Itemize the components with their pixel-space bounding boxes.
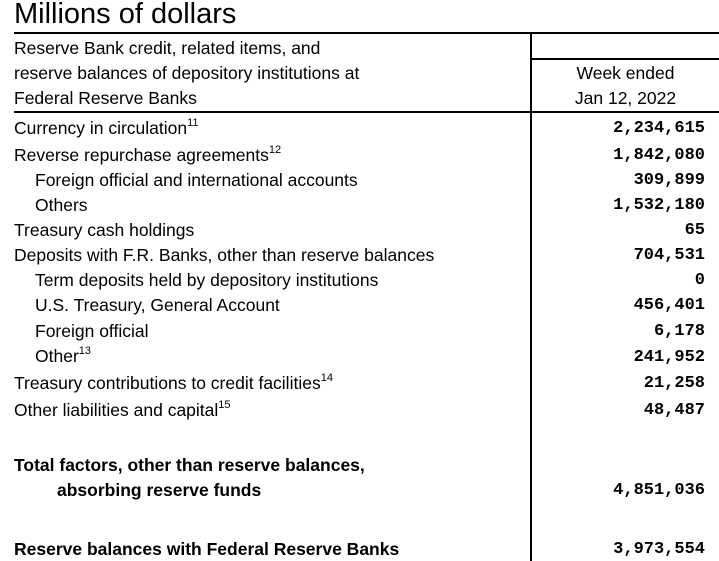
row-value-deposits-with-fr-banks: 704,531 xyxy=(633,246,705,265)
column-divider xyxy=(530,33,532,561)
row-label-foreign-official-and-international-accounts: Foreign official and international accounts xyxy=(35,170,358,190)
row-value-reverse-repurchase-agreements: 1,842,080 xyxy=(613,146,705,165)
row-value-treasury-contributions: 21,258 xyxy=(643,374,705,393)
row-label-other-liabilities-and-capital: Other liabilities and capital$^{15}$ xyxy=(14,399,231,420)
row-value-treasury-cash-holdings: 65 xyxy=(684,221,705,240)
header-rule xyxy=(14,111,719,113)
stub-header-line-1: Reserve Bank credit, related items, and xyxy=(14,38,321,58)
column-header xyxy=(532,61,719,111)
row-value-other: 241,952 xyxy=(633,348,705,367)
row-value-foreign-official-and-international-accounts: 309,899 xyxy=(633,171,705,190)
row-label-others: Others xyxy=(35,195,88,215)
row-value-us-treasury-general-account: 456,401 xyxy=(633,296,705,315)
total-factors-label-line-2: absorbing reserve funds xyxy=(57,480,262,500)
row-label-foreign-official: Foreign official xyxy=(35,321,149,341)
footnote-ref: 11 xyxy=(187,117,199,130)
stub-header xyxy=(14,36,359,111)
reserve-balances-value: 3,973,554 xyxy=(613,540,705,559)
row-label-term-deposits: Term deposits held by depository institutions xyxy=(35,270,379,290)
row-value-foreign-official: 6,178 xyxy=(653,322,705,341)
row-value-other-liabilities-and-capital: 48,487 xyxy=(643,401,705,420)
footnote-ref: 14 xyxy=(320,372,333,385)
footnote-ref: 12 xyxy=(268,144,282,157)
row-label-treasury-contributions: Treasury contributions to credit facilities$^{14}$ xyxy=(14,372,333,393)
row-label-treasury-cash-holdings: Treasury cash holdings xyxy=(14,220,195,240)
row-label-reverse-repurchase-agreements: Reverse repurchase agreements$^{12}$ xyxy=(14,144,282,165)
total-factors-label-line-1: Total factors, other than reserve balances, xyxy=(14,455,365,475)
row-label-us-treasury-general-account: U.S. Treasury, General Account xyxy=(35,295,280,315)
footnote-ref: 15 xyxy=(218,399,231,412)
reserve-balances-label: Reserve balances with Federal Reserve Banks xyxy=(14,539,400,559)
top-rule xyxy=(14,32,719,34)
row-label-deposits-with-fr-banks: Deposits with F.R. Banks, other than reserve balances xyxy=(14,245,435,265)
total-factors-value: 4,851,036 xyxy=(613,481,705,500)
row-value-currency-in-circulation: 2,234,615 xyxy=(613,119,705,138)
column-header-line-2: Jan 12, 2022 xyxy=(574,88,677,108)
column-header-line-1: Week ended xyxy=(576,63,675,83)
stub-header-line-3: Federal Reserve Banks xyxy=(14,88,197,108)
row-value-term-deposits: 0 xyxy=(694,271,705,290)
column-header-rule xyxy=(532,58,719,60)
row-value-others: 1,532,180 xyxy=(613,196,705,215)
row-label-currency-in-circulation: Currency in circulation$^{11}$ xyxy=(14,117,199,138)
row-label-other: Other$^{13}$ xyxy=(35,345,92,366)
footnote-ref: 13 xyxy=(78,345,92,358)
stub-header-line-2: reserve balances of depository institutions at xyxy=(14,63,360,83)
unit-title: Millions of dollars xyxy=(14,0,237,30)
